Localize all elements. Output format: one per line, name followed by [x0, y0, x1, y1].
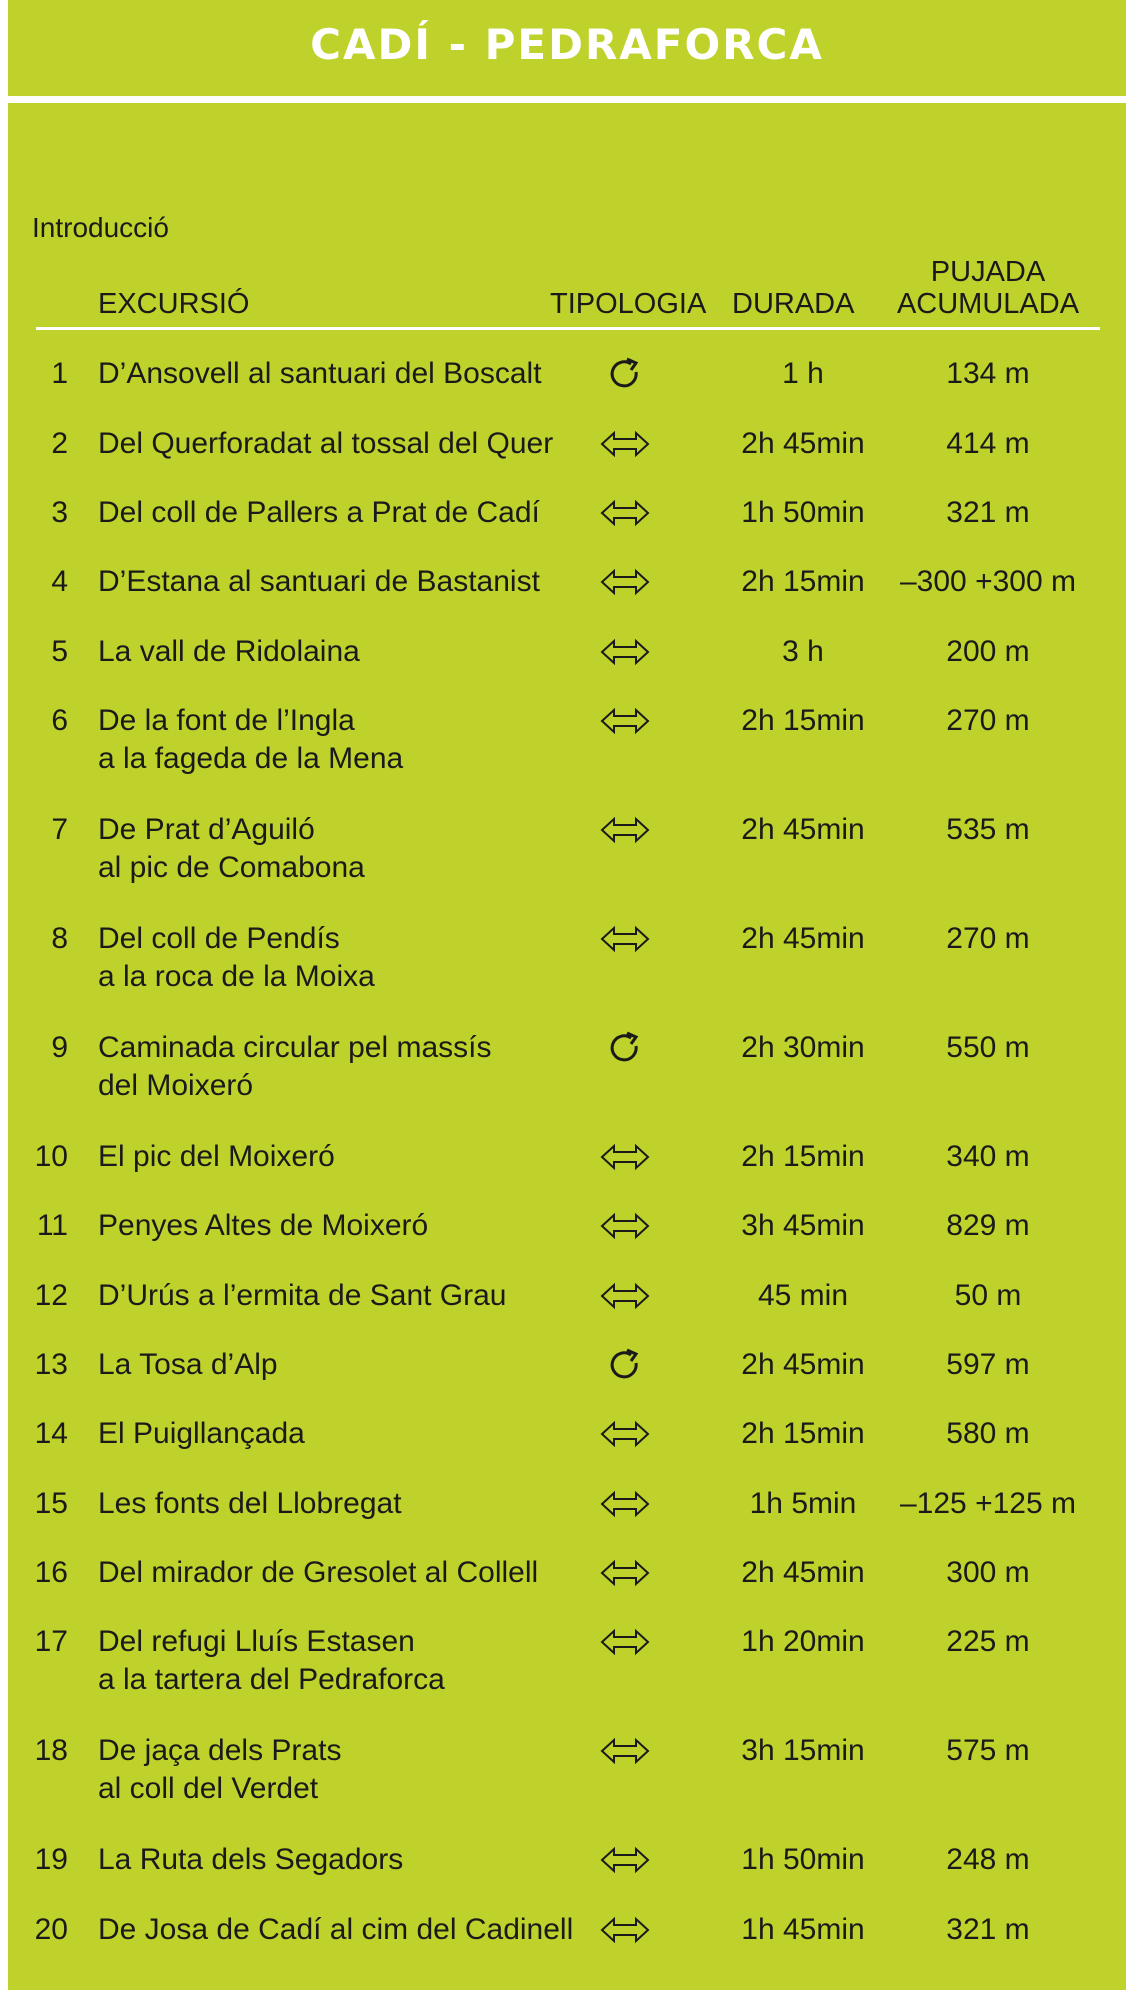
excursion-name-line: Del refugi Lluís Estasen: [98, 1625, 415, 1658]
row-number: 8: [51, 922, 68, 955]
round-trip-arrow-icon: [598, 1207, 652, 1245]
row-number: 1: [51, 357, 68, 390]
ascent-value: 340 m: [946, 1140, 1030, 1173]
excursion-name-line: a la tartera del Pedraforca: [98, 1663, 445, 1696]
row-number: 5: [51, 635, 68, 668]
ascent-value: 580 m: [946, 1417, 1030, 1450]
excursion-name-line: a la fageda de la Mena: [98, 742, 404, 775]
excursion-name-line: Del mirador de Gresolet al Collell: [98, 1556, 539, 1589]
excursion-name: [98, 1554, 538, 1592]
row-number: 18: [34, 1734, 68, 1767]
ascent-value: 300 m: [946, 1556, 1030, 1589]
header-excursio: EXCURSIÓ: [98, 288, 250, 320]
ascent-value: 270 m: [946, 704, 1030, 737]
row-number: 15: [34, 1487, 68, 1520]
excursion-name: [98, 1841, 403, 1879]
title-divider: [8, 96, 1126, 103]
excursion-name-line: De jaça dels Prats: [98, 1734, 342, 1767]
excursion-name: [98, 1138, 335, 1176]
duration-value: 1 h: [782, 357, 824, 390]
excursion-name-line: La Ruta dels Segadors: [98, 1843, 404, 1876]
excursion-name-line: Les fonts del Llobregat: [98, 1487, 402, 1520]
row-number: 17: [34, 1625, 68, 1658]
excursion-name-line: Penyes Altes de Moixeró: [98, 1209, 429, 1242]
excursion-name-line: La Tosa d’Alp: [98, 1348, 278, 1381]
round-trip-arrow-icon: [598, 1911, 652, 1949]
excursion-name: [98, 1485, 402, 1523]
excursion-name: [98, 1732, 341, 1808]
ascent-value: 225 m: [946, 1625, 1030, 1658]
excursion-name: [98, 702, 403, 778]
row-number: 12: [34, 1279, 68, 1312]
excursion-name: [98, 494, 540, 532]
duration-value: 3 h: [782, 635, 824, 668]
ascent-value: 248 m: [946, 1843, 1030, 1876]
duration-value: 1h 50min: [741, 1843, 865, 1876]
excursion-name-line: Del Querforadat al tossal del Quer: [98, 427, 554, 460]
ascent-value: 200 m: [946, 635, 1030, 668]
circular-route-icon: [598, 1346, 652, 1384]
excursion-name-line: D’Ansovell al santuari del Boscalt: [98, 357, 542, 390]
duration-value: 2h 45min: [741, 427, 865, 460]
ascent-value: 134 m: [946, 357, 1030, 390]
round-trip-arrow-icon: [598, 1138, 652, 1176]
duration-value: 2h 15min: [741, 1140, 865, 1173]
excursion-name: [98, 920, 375, 996]
excursion-name: [98, 1207, 428, 1245]
excursion-name: [98, 633, 360, 671]
duration-value: 3h 45min: [741, 1209, 865, 1242]
row-number: 9: [51, 1031, 68, 1064]
excursion-name-line: De Josa de Cadí al cim del Cadinell: [98, 1913, 574, 1946]
circular-route-icon: [598, 1029, 652, 1067]
excursion-name-line: Del coll de Pendís: [98, 922, 340, 955]
row-number: 10: [34, 1140, 68, 1173]
excursion-name: [98, 355, 542, 393]
ascent-value: 829 m: [946, 1209, 1030, 1242]
ascent-value: 597 m: [946, 1348, 1030, 1381]
excursion-name-line: El Puigllançada: [98, 1417, 305, 1450]
excursion-name-line: De la font de l’Ingla: [98, 704, 355, 737]
excursion-name: [98, 1623, 445, 1699]
round-trip-arrow-icon: [598, 1485, 652, 1523]
header-tipologia: TIPOLOGIA: [550, 288, 707, 320]
excursion-name-line: Del coll de Pallers a Prat de Cadí: [98, 496, 540, 529]
duration-value: 1h 20min: [741, 1625, 865, 1658]
duration-value: 2h 15min: [741, 1417, 865, 1450]
excursion-name-line: Caminada circular pel massís: [98, 1031, 492, 1064]
round-trip-arrow-icon: [598, 1732, 652, 1770]
round-trip-arrow-icon: [598, 811, 652, 849]
row-number: 19: [34, 1843, 68, 1876]
excursion-name-line: D’Estana al santuari de Bastanist: [98, 565, 540, 598]
row-number: 3: [51, 496, 68, 529]
header-durada: DURADA: [732, 288, 855, 320]
excursion-name: [98, 1346, 278, 1384]
ascent-value: 550 m: [946, 1031, 1030, 1064]
round-trip-arrow-icon: [598, 1415, 652, 1453]
excursion-name: [98, 563, 540, 601]
round-trip-arrow-icon: [598, 1554, 652, 1592]
excursion-name-line: al coll del Verdet: [98, 1772, 319, 1805]
duration-value: 3h 15min: [741, 1734, 865, 1767]
excursion-name: [98, 811, 365, 887]
header-divider: [36, 327, 1100, 330]
row-number: 13: [34, 1348, 68, 1381]
page-panel: [8, 0, 1126, 1990]
ascent-value: 321 m: [946, 1913, 1030, 1946]
ascent-value: 50 m: [954, 1279, 1022, 1312]
duration-value: 2h 30min: [741, 1031, 865, 1064]
duration-value: 2h 15min: [741, 565, 865, 598]
excursion-name: [98, 425, 553, 463]
duration-value: 1h 5min: [749, 1487, 857, 1520]
row-number: 11: [36, 1209, 68, 1242]
excursion-name-line: El pic del Moixeró: [98, 1140, 335, 1173]
excursion-name-line: La vall de Ridolaina: [98, 635, 360, 668]
header-acumulada: ACUMULADA: [896, 288, 1080, 320]
row-number: 2: [51, 427, 68, 460]
row-number: 20: [34, 1913, 68, 1946]
ascent-value: –300 +300 m: [900, 565, 1076, 598]
row-number: 6: [51, 704, 68, 737]
excursion-name-line: a la roca de la Moixa: [98, 960, 375, 993]
excursion-name-line: al pic de Comabona: [98, 851, 365, 884]
round-trip-arrow-icon: [598, 494, 652, 532]
duration-value: 2h 45min: [741, 922, 865, 955]
round-trip-arrow-icon: [598, 633, 652, 671]
row-number: 16: [34, 1556, 68, 1589]
round-trip-arrow-icon: [598, 1841, 652, 1879]
ascent-value: 321 m: [946, 496, 1030, 529]
duration-value: 1h 50min: [741, 496, 865, 529]
excursion-name: [98, 1415, 305, 1453]
ascent-value: –125 +125 m: [900, 1487, 1076, 1520]
round-trip-arrow-icon: [598, 702, 652, 740]
duration-value: 2h 45min: [741, 1556, 865, 1589]
header-pujada: PUJADA: [930, 256, 1046, 288]
duration-value: 2h 45min: [741, 813, 865, 846]
excursion-name: [98, 1911, 573, 1949]
duration-value: 45 min: [757, 1279, 849, 1312]
excursion-name-line: del Moixeró: [98, 1069, 254, 1102]
ascent-value: 535 m: [946, 813, 1030, 846]
excursion-name-line: De Prat d’Aguiló: [98, 813, 315, 846]
excursion-name-line: D’Urús a l’ermita de Sant Grau: [98, 1279, 507, 1312]
circular-route-icon: [598, 355, 652, 393]
round-trip-arrow-icon: [598, 920, 652, 958]
page-title: CADÍ - PEDRAFORCA: [310, 20, 824, 69]
excursion-name: [98, 1029, 491, 1105]
round-trip-arrow-icon: [598, 1277, 652, 1315]
ascent-value: 575 m: [946, 1734, 1030, 1767]
duration-value: 2h 45min: [741, 1348, 865, 1381]
duration-value: 2h 15min: [741, 704, 865, 737]
duration-value: 1h 45min: [741, 1913, 865, 1946]
ascent-value: 414 m: [946, 427, 1030, 460]
excursion-name: [98, 1277, 507, 1315]
round-trip-arrow-icon: [598, 1623, 652, 1661]
round-trip-arrow-icon: [598, 425, 652, 463]
row-number: 7: [51, 813, 68, 846]
row-number: 14: [34, 1417, 68, 1450]
ascent-value: 270 m: [946, 922, 1030, 955]
row-number: 4: [51, 565, 68, 598]
intro-label: Introducció: [32, 212, 169, 243]
round-trip-arrow-icon: [598, 563, 652, 601]
